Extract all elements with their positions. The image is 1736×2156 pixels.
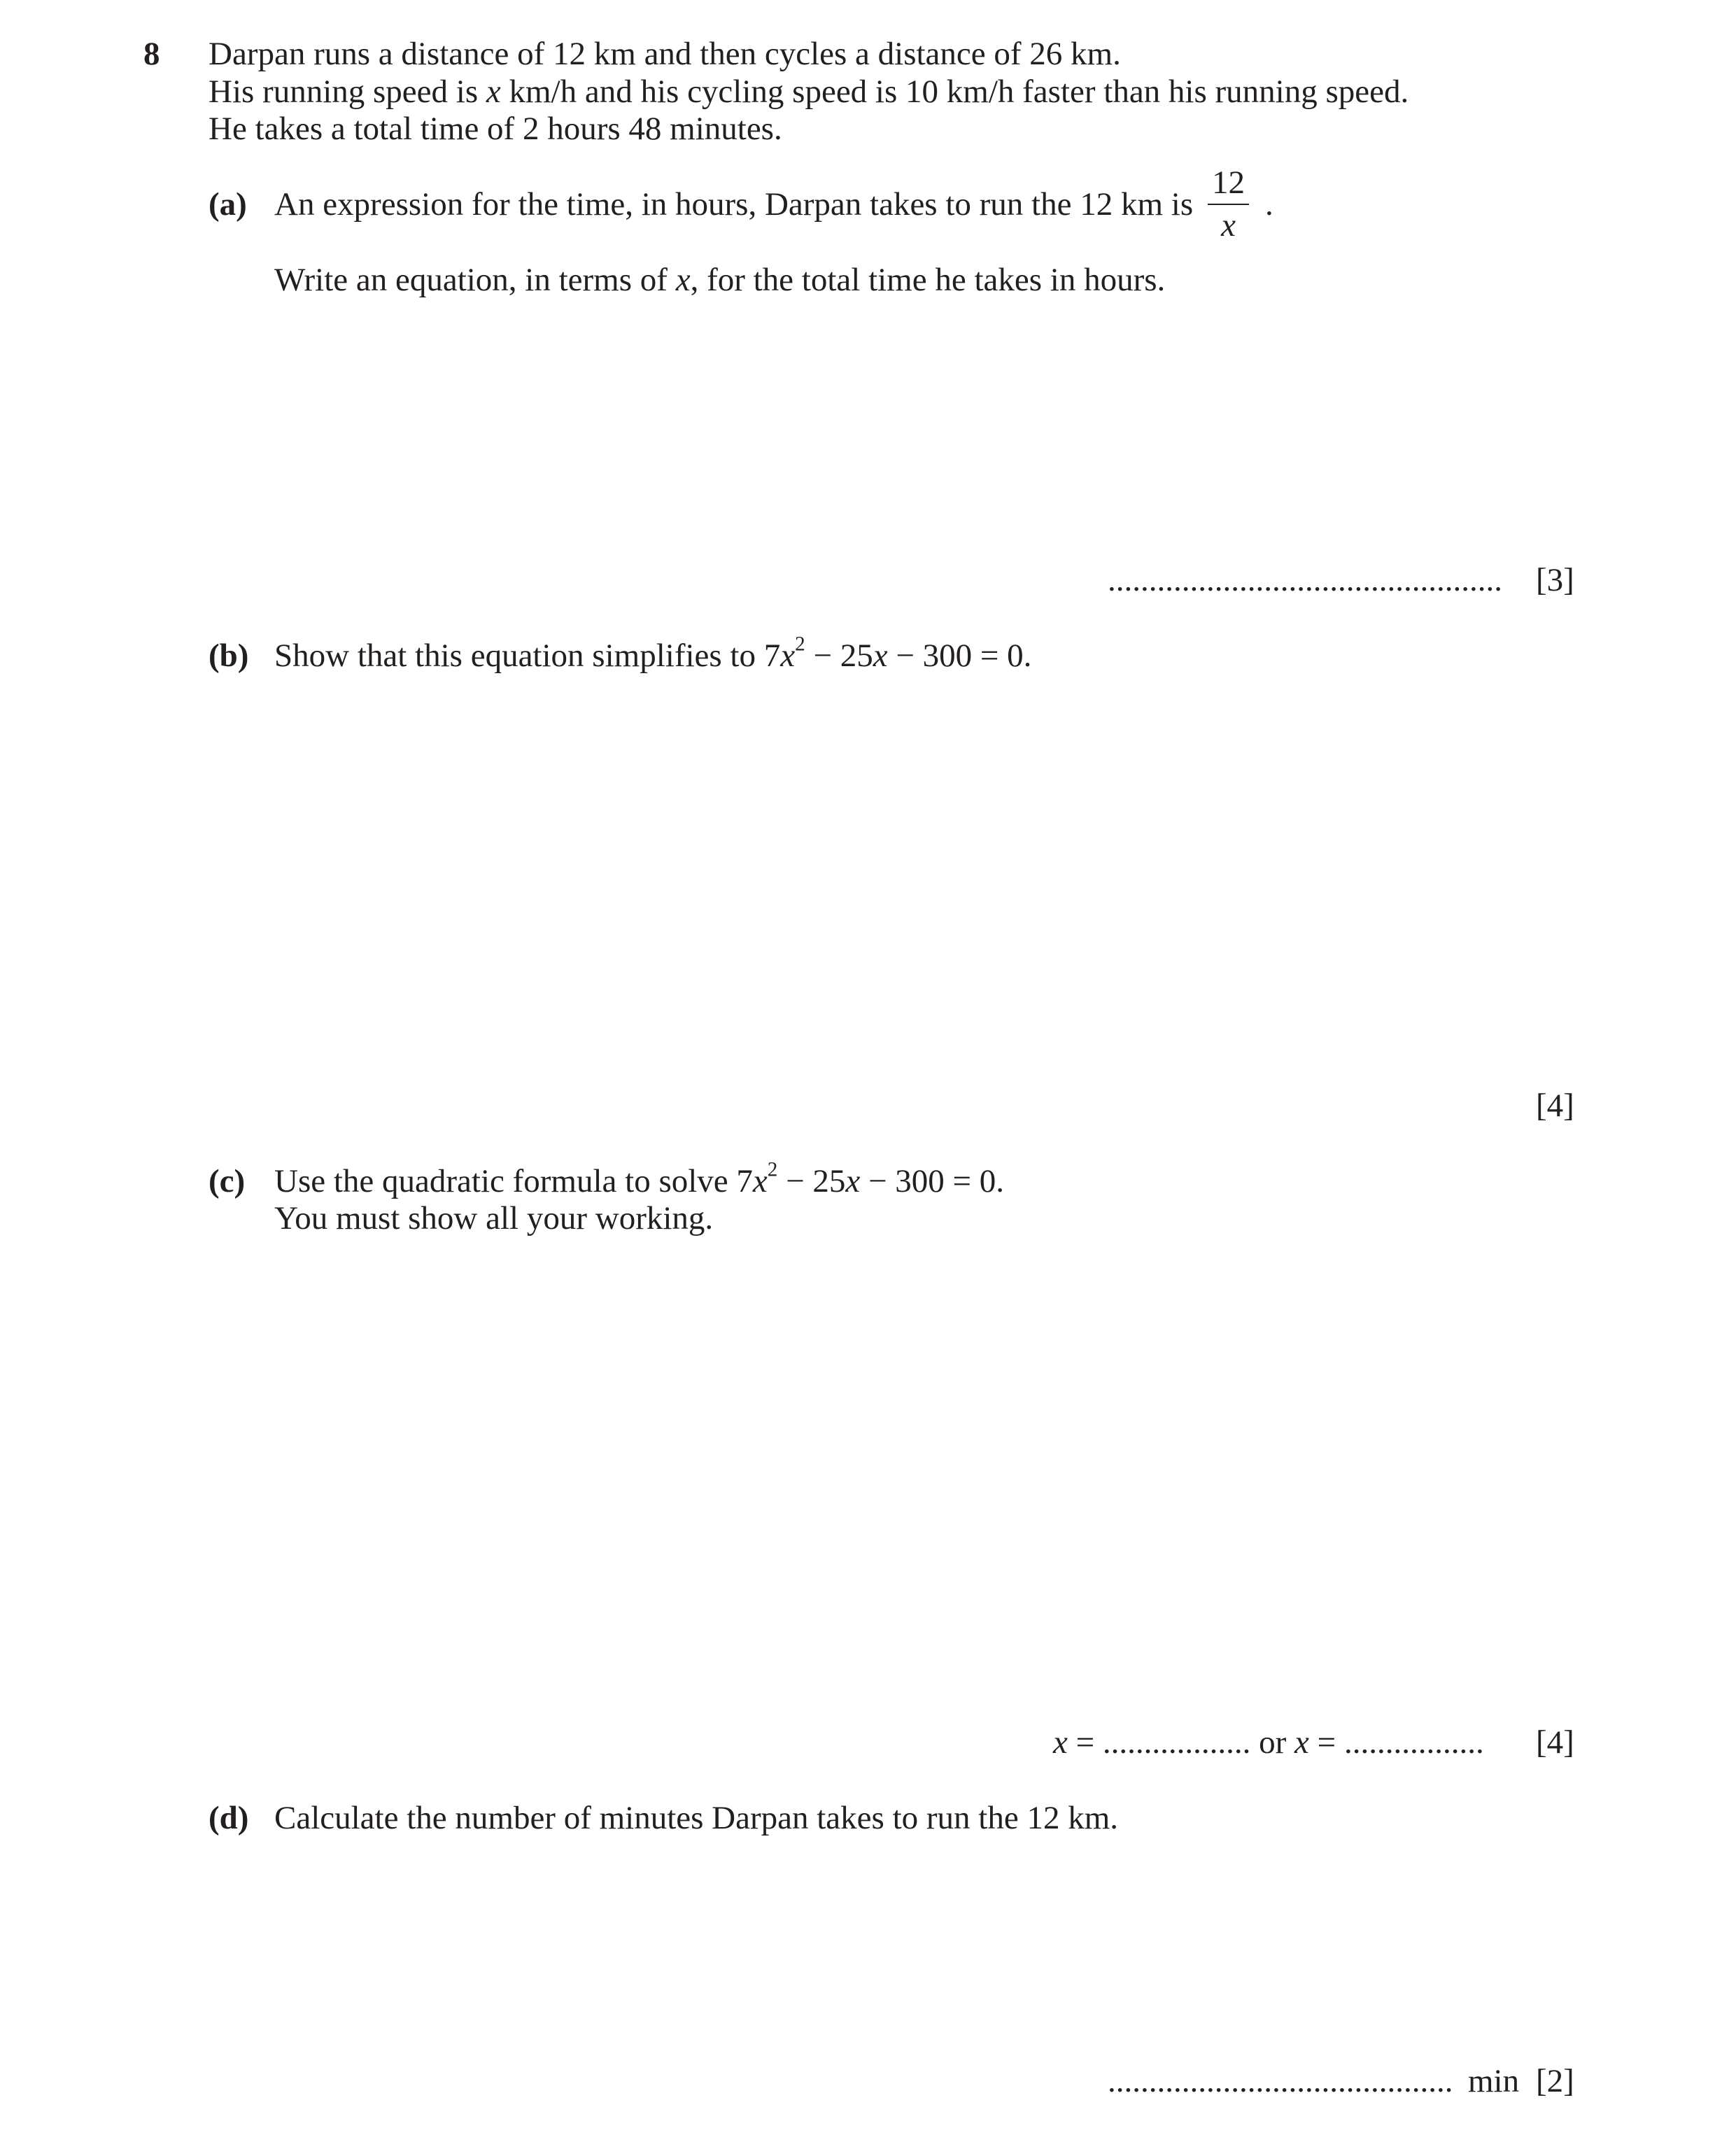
question-number: 8 [143,36,160,72]
equation-middle: − 25 [805,637,873,674]
intro-line-2 [209,73,1409,110]
intro-line-2-post: km/h and his cycling speed is 10 km/h faster than his running speed. [500,73,1409,110]
part-d-marks: [2] [1536,2063,1574,2099]
equation-middle: − 25 [777,1163,846,1199]
part-c-instruction: Use the quadratic formula to solve [274,1163,728,1199]
equation-power: 2 [767,1158,778,1181]
part-d-answer-line[interactable]: .......................................... [1108,2065,1453,2098]
part-a-marks: [3] [1536,562,1574,598]
part-c-line-2: You must show all your working. [274,1200,714,1236]
part-c-answer-line-1[interactable]: .................. [1102,1724,1251,1761]
part-a-line-2-post: , for the total time he takes in hours. [690,262,1166,298]
part-c-label: (c) [209,1163,246,1199]
fraction-12-over-x [1208,164,1249,244]
answer-variable-x-1: x [1053,1724,1068,1761]
variable-x: x [752,1163,768,1199]
fraction-numerator: 12 [1208,167,1249,205]
part-d-unit: min [1468,2063,1520,2099]
part-b-marks: [4] [1536,1087,1574,1124]
answer-equals-1: = [1067,1724,1103,1761]
part-b-equation [763,633,1032,674]
part-c-equation [736,1158,1005,1199]
part-c-answer-line-2[interactable]: ................. [1343,1724,1484,1761]
equation-coefficient: 7 [763,637,781,674]
variable-x: x [675,262,691,298]
equation-end: − 300 = 0. [860,1163,1005,1199]
part-c-marks: [4] [1536,1724,1574,1761]
part-a-line-2 [274,264,1165,297]
part-a-line-1: An expression for the time, in hours, Darpan takes to run the 12 km is [274,186,1194,223]
equation-end: − 300 = 0. [887,637,1032,674]
equation-coefficient: 7 [736,1163,753,1199]
intro-line-2-pre: His running speed is [209,73,486,110]
part-a-line-1-end: . [1265,186,1273,223]
part-d-label: (d) [209,1800,249,1836]
part-a-fraction [1204,164,1253,244]
part-d-text: Calculate the number of minutes Darpan takes to run the 12 km. [274,1800,1119,1836]
part-a-label: (a) [209,186,247,223]
answer-variable-x-2: x [1294,1724,1309,1761]
fraction-denominator: x [1221,207,1236,244]
variable-x: x [486,73,501,110]
part-c-line-1 [274,1158,1005,1199]
equation-power: 2 [795,633,805,656]
part-a-answer-line[interactable]: ................................................ [1108,564,1502,597]
variable-x: x [780,637,796,674]
part-b-instruction: Show that this equation simplifies to [274,637,756,674]
part-a-line-2-pre: Write an equation, in terms of [274,262,676,298]
answer-equals-2: = [1308,1724,1344,1761]
part-c-answer-row [1053,1726,1484,1759]
variable-x: x [873,637,888,674]
answer-or: or [1250,1724,1295,1761]
intro-line-3: He takes a total time of 2 hours 48 minutes. [209,111,782,147]
part-b-text [274,633,1032,674]
intro-line-1: Darpan runs a distance of 12 km and then cycles a distance of 26 km. [209,36,1121,72]
variable-x: x [845,1163,861,1199]
part-b-label: (b) [209,637,249,674]
